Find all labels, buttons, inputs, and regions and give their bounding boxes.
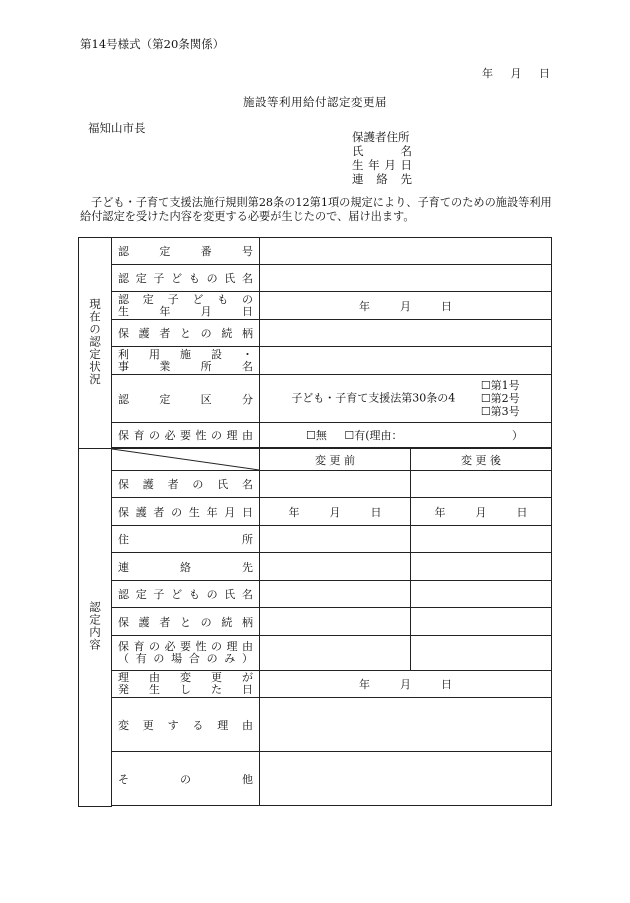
address-label: 住所 xyxy=(112,526,260,553)
category-option-2[interactable]: ☐第2号 xyxy=(480,392,520,405)
contact-before[interactable] xyxy=(260,553,411,581)
address-after[interactable] xyxy=(411,526,552,553)
relationship-after[interactable] xyxy=(411,608,552,636)
contact-after[interactable] xyxy=(411,553,552,581)
change-section-label: 認定内容 xyxy=(79,449,112,807)
child-name-before[interactable] xyxy=(260,581,411,608)
change-child-name-label: 認定子どもの氏名 xyxy=(112,581,260,608)
change-need-reason-label: 保育の必要性の理由 （有の場合のみ） xyxy=(112,636,260,671)
addressee: 福知山市長 xyxy=(88,121,146,135)
guardian-name-before[interactable] xyxy=(260,471,411,498)
applicant-birth-label: 生年月日 xyxy=(352,158,412,172)
child-name-after[interactable] xyxy=(411,581,552,608)
applicant-name-label: 氏名 xyxy=(352,144,412,158)
after-column-header: 変 更 後 xyxy=(411,449,552,471)
change-reason-field[interactable] xyxy=(260,698,552,752)
before-column-header: 変 更 前 xyxy=(260,449,411,471)
cert-number-field[interactable] xyxy=(260,238,552,265)
change-relationship-label: 保護者との続柄 xyxy=(112,608,260,636)
relationship-field[interactable] xyxy=(260,320,552,347)
applicant-block xyxy=(352,130,412,186)
applicant-address-label: 保護者住所 xyxy=(352,130,410,144)
child-name-field[interactable] xyxy=(260,265,552,292)
category-field[interactable] xyxy=(260,375,552,423)
current-section-label: 現在の認定状況 xyxy=(79,238,112,449)
need-reason-before[interactable] xyxy=(260,636,411,671)
date-day: 日 xyxy=(539,67,550,80)
change-reason-label: 変更する理由 xyxy=(112,698,260,752)
date-month: 月 xyxy=(510,67,522,80)
other-field[interactable] xyxy=(260,752,552,806)
applicant-contact-label: 連絡先 xyxy=(352,172,412,186)
category-label: 認定区分 xyxy=(112,375,260,423)
category-value: 子ども・子育て支援法第30条の4 xyxy=(291,391,456,405)
need-close-paren: ） xyxy=(512,429,523,442)
occurred-date-field[interactable]: 年 月 日 xyxy=(260,671,552,698)
need-none-checkbox[interactable]: ☐無 xyxy=(306,429,327,442)
category-option-3[interactable]: ☐第3号 xyxy=(480,405,520,418)
category-option-1[interactable]: ☐第1号 xyxy=(480,379,520,392)
occurred-date-label: 理由変更が 発生した日 xyxy=(112,671,260,698)
guardian-birth-after[interactable]: 年 月 日 xyxy=(411,498,552,526)
child-name-label: 認定子どもの氏名 xyxy=(112,265,260,292)
child-birth-label: 認定子どもの 生年月日 xyxy=(112,292,260,320)
address-before[interactable] xyxy=(260,526,411,553)
relationship-label: 保護者との続柄 xyxy=(112,320,260,347)
guardian-name-label: 保護者の氏名 xyxy=(112,471,260,498)
contact-label: 連絡先 xyxy=(112,553,260,581)
form-number: 第14号様式（第20条関係） xyxy=(80,37,225,51)
change-form-table xyxy=(78,237,552,807)
facility-field[interactable] xyxy=(260,347,552,375)
guardian-birth-label: 保護者の生年月日 xyxy=(112,498,260,526)
need-yes-checkbox[interactable]: ☐有(理由： xyxy=(344,429,403,442)
diagonal-header-cell xyxy=(112,449,260,471)
body-text: 子ども・子育て支援法施行規則第28条の12第1項の規定により、子育てのための施設等利用給付認定を受けた内容を変更する必要が生じたので、届け出ます。 xyxy=(80,196,552,223)
document-title: 施設等利用給付認定変更届 xyxy=(243,95,387,109)
category-options xyxy=(481,379,520,418)
submission-date xyxy=(468,65,550,81)
cert-number-label: 認定番号 xyxy=(112,238,260,265)
facility-label: 利用施設・ 事業所名 xyxy=(112,347,260,375)
date-year: 年 xyxy=(482,67,493,80)
need-reason-after[interactable] xyxy=(411,636,552,671)
need-reason-label: 保育の必要性の理由 xyxy=(112,423,260,448)
guardian-name-after[interactable] xyxy=(411,471,552,498)
need-reason-field[interactable] xyxy=(260,423,552,448)
guardian-birth-before[interactable]: 年 月 日 xyxy=(260,498,411,526)
child-birth-field[interactable]: 年 月 日 xyxy=(260,292,552,320)
other-label: その他 xyxy=(112,752,260,806)
relationship-before[interactable] xyxy=(260,608,411,636)
